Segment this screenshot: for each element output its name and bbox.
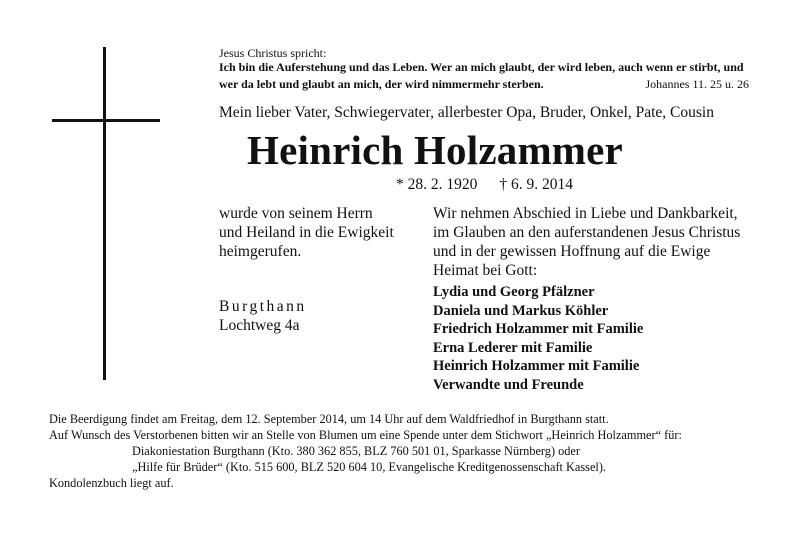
left-text-line: und Heiland in die Ewigkeit	[219, 224, 394, 241]
funeral-info: Die Beerdigung findet am Freitag, dem 12. September 2014, um 14 Uhr auf dem Waldfriedhof in Burgthann statt.	[49, 412, 609, 426]
left-text-line: wurde von seinem Herrn	[219, 205, 373, 222]
mourners-list	[433, 283, 643, 395]
death-date: † 6. 9. 2014	[499, 176, 573, 193]
address-place: Burgthann	[219, 298, 307, 315]
mourner-item: Erna Lederer mit Familie	[433, 339, 593, 356]
cross-horizontal-bar	[52, 119, 160, 122]
right-text-line: im Glauben an den auferstandenen Jesus Christus	[433, 224, 741, 241]
donation-option-2: „Hilfe für Brüder“ (Kto. 515 600, BLZ 520 604 10, Evangelische Kreditgenossenschaft Kassel).	[132, 460, 606, 474]
cross-vertical-bar	[103, 47, 106, 380]
address-street: Lochtweg 4a	[219, 317, 300, 334]
birth-date: * 28. 2. 1920	[396, 176, 478, 193]
quote-line-2: wer da lebt und glaubt an mich, der wird nimmermehr sterben.	[219, 77, 544, 91]
life-dates	[396, 176, 595, 194]
mourner-item: Friedrich Holzammer mit Familie	[433, 321, 644, 338]
right-text-block	[433, 204, 740, 280]
relations-line: Mein lieber Vater, Schwiegervater, allerbester Opa, Bruder, Onkel, Pate, Cousin	[219, 104, 714, 121]
condolence-book-note: Kondolenzbuch liegt auf.	[49, 476, 174, 490]
deceased-name: Heinrich Holzammer	[247, 127, 623, 173]
right-text-line: und in der gewissen Hoffnung auf die Ewige	[433, 243, 711, 260]
mourner-item: Heinrich Holzammer mit Familie	[433, 358, 640, 375]
right-text-line: Wir nehmen Abschied in Liebe und Dankbarkeit,	[433, 205, 738, 222]
quote-intro: Jesus Christus spricht:	[219, 46, 327, 60]
left-text-line: heimgerufen.	[219, 243, 302, 260]
mourner-item: Verwandte und Freunde	[433, 376, 584, 393]
right-text-line: Heimat bei Gott:	[433, 262, 538, 279]
mourner-item: Daniela und Markus Köhler	[433, 302, 609, 319]
mourner-item: Lydia und Georg Pfälzner	[433, 284, 595, 300]
donation-option-1: Diakoniestation Burgthann (Kto. 380 362 855, BLZ 760 501 01, Sparkasse Nürnberg) oder	[132, 444, 580, 458]
donation-request: Auf Wunsch des Verstorbenen bitten wir an Stelle von Blumen um eine Spende unter dem Stichwort „Heinrich Holzammer“ für:	[49, 428, 682, 442]
quote-line-1: Ich bin die Auferstehung und das Leben. Wer an mich glaubt, der wird leben, auch wenn er stirbt, und	[219, 60, 744, 74]
quote-reference: Johannes 11. 25 u. 26	[645, 77, 749, 91]
left-text-block	[219, 204, 394, 261]
address-block	[219, 297, 307, 335]
